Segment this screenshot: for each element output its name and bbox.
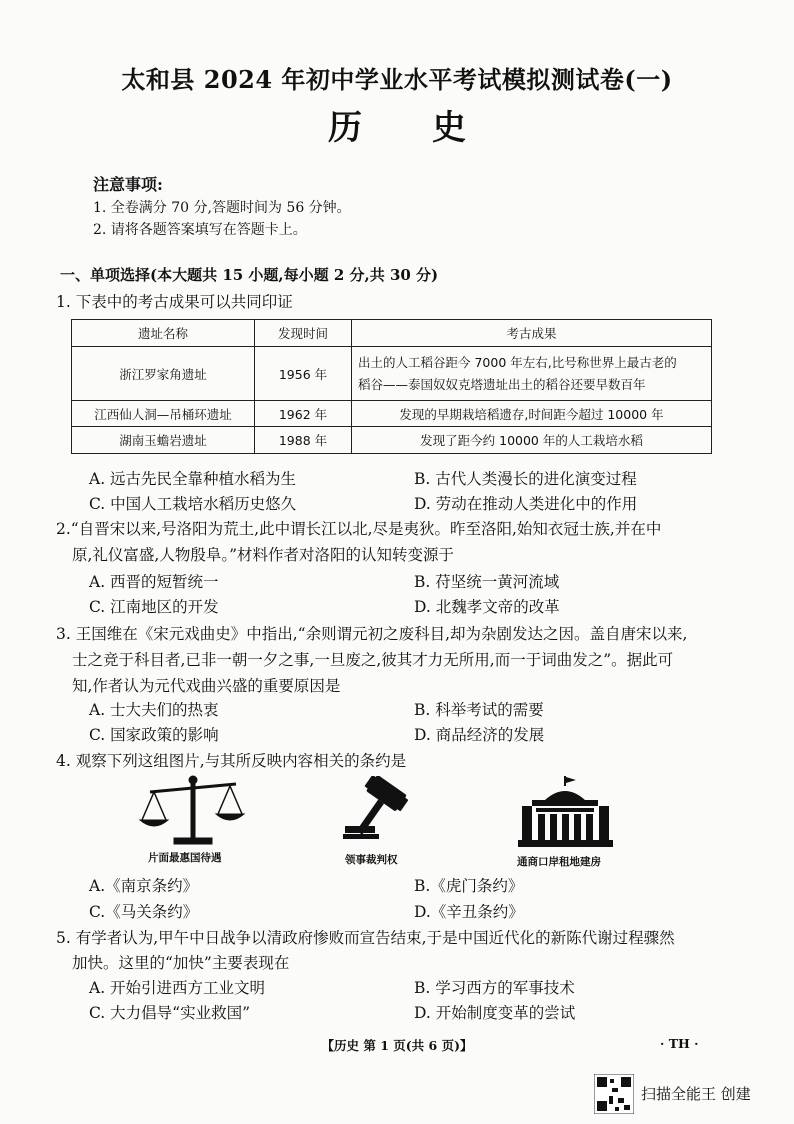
option-b[interactable]: B. 古代人类漫长的进化演变过程: [414, 470, 637, 488]
qr-code-icon: [594, 1074, 634, 1114]
question-3-line: 3. 王国维在《宋元戏曲史》中指出,“余则谓元初之废科目,却为杂剧发达之因。盖自唐宋以来,: [56, 625, 688, 643]
image-caption: 领事裁判权: [345, 854, 398, 866]
table-cell: 江西仙人洞—吊桶环遗址: [72, 401, 255, 427]
table-header: 考古成果: [352, 320, 712, 347]
option-b[interactable]: B. 科举考试的需要: [414, 701, 544, 719]
table-header: 遗址名称: [72, 320, 255, 347]
option-d[interactable]: D.《辛丑条约》: [414, 903, 524, 921]
option-a[interactable]: A. 远古先民全靠种植水稻为生: [89, 470, 297, 488]
table-cell: 1962 年: [255, 401, 352, 427]
table-cell: 发现的早期栽培稻遗存,时间距今超过 10000 年: [352, 401, 712, 427]
table-cell: 发现了距今约 10000 年的人工栽培水稻: [352, 427, 712, 454]
option-a[interactable]: A.《南京条约》: [89, 877, 199, 895]
exam-title: 太和县 2024 年初中学业水平考试模拟测试卷(一): [121, 65, 673, 94]
option-a[interactable]: A. 开始引进西方工业文明: [89, 979, 266, 997]
question-4-stem: 4. 观察下列这组图片,与其所反映内容相关的条约是: [56, 752, 407, 770]
table-header: 发现时间: [255, 320, 352, 347]
table-cell: 湖南玉蟾岩遗址: [72, 427, 255, 454]
image-caption: 片面最惠国待遇: [148, 852, 222, 864]
option-a[interactable]: A. 西晋的短暂统一: [89, 573, 219, 591]
table-cell: 1988 年: [255, 427, 352, 454]
question-3-line: 士之竞于科目者,已非一朝一夕之事,一旦废之,彼其才力无所用,而一于词曲发之”。据此可: [72, 651, 674, 669]
subject-char-1: 历: [328, 108, 362, 148]
option-c[interactable]: C. 大力倡导“实业救国”: [89, 1004, 251, 1022]
option-b[interactable]: B. 苻坚统一黄河流域: [414, 573, 560, 591]
section-heading: 一、单项选择(本大题共 15 小题,每小题 2 分,共 30 分): [60, 266, 439, 284]
notes-heading: 注意事项:: [93, 175, 163, 194]
option-c[interactable]: C. 江南地区的开发: [89, 598, 219, 616]
question-5-line: 5. 有学者认为,甲午中日战争以清政府惨败而宣告结束,于是中国近代化的新陈代谢过程骤然: [56, 929, 675, 947]
option-b[interactable]: B.《虎门条约》: [414, 877, 524, 895]
option-c[interactable]: C. 中国人工栽培水稻历史悠久: [89, 495, 297, 513]
option-c[interactable]: C. 国家政策的影响: [89, 726, 219, 744]
question-5-line: 加快。这里的“加快”主要表现在: [72, 954, 290, 972]
question-2-line: 原,礼仪富盛,人物殷阜。”材料作者对洛阳的认知转变源于: [72, 546, 455, 564]
subject-char-2: 史: [432, 108, 466, 148]
scanner-watermark: [594, 1074, 784, 1114]
table-cell-line: 出土的人工稻谷距今 7000 年左右,比号称世界上最古老的: [358, 354, 677, 370]
table-cell: 1956 年: [255, 347, 352, 401]
scanner-brand-text: 扫描全能王 创建: [641, 1085, 751, 1103]
archaeology-table: [71, 319, 712, 454]
subject-title: [0, 100, 794, 149]
option-a[interactable]: A. 士大夫们的热衷: [89, 701, 219, 719]
option-d[interactable]: D. 北魏孝文帝的改革: [414, 598, 560, 616]
option-d[interactable]: D. 商品经济的发展: [414, 726, 545, 744]
note-item: 1. 全卷满分 70 分,答题时间为 56 分钟。: [93, 200, 351, 216]
question-3-line: 知,作者认为元代戏曲兴盛的重要原因是: [72, 677, 341, 695]
table-row: [72, 401, 712, 427]
gavel-icon: [343, 776, 433, 846]
table-row: [72, 347, 712, 401]
question-2-line: 2.“自晋宋以来,号洛阳为荒土,此中谓长江以北,尽是夷狄。昨至洛阳,始知衣冠士族,并在中: [56, 520, 662, 538]
table-row: [72, 427, 712, 454]
table-cell: 浙江罗家角遗址: [72, 347, 255, 401]
table-cell-line: 稻谷——泰国奴奴克塔遗址出土的稻谷还要早数百年: [358, 376, 646, 392]
page-footer: 【历史 第 1 页(共 6 页)】: [321, 1038, 473, 1053]
option-c[interactable]: C.《马关条约》: [89, 903, 199, 921]
paper-code: · TH ·: [660, 1036, 699, 1051]
note-item: 2. 请将各题答案填写在答题卡上。: [93, 222, 307, 238]
option-b[interactable]: B. 学习西方的军事技术: [414, 979, 575, 997]
table-cell: [352, 347, 712, 401]
government-building-icon: [518, 776, 613, 851]
option-d[interactable]: D. 劳动在推动人类进化中的作用: [414, 495, 638, 513]
question-1-stem: 1. 下表中的考古成果可以共同印证: [56, 293, 293, 311]
option-d[interactable]: D. 开始制度变革的尝试: [414, 1004, 576, 1022]
image-caption: 通商口岸租地建房: [517, 856, 601, 868]
balance-scale-icon: [138, 774, 248, 849]
